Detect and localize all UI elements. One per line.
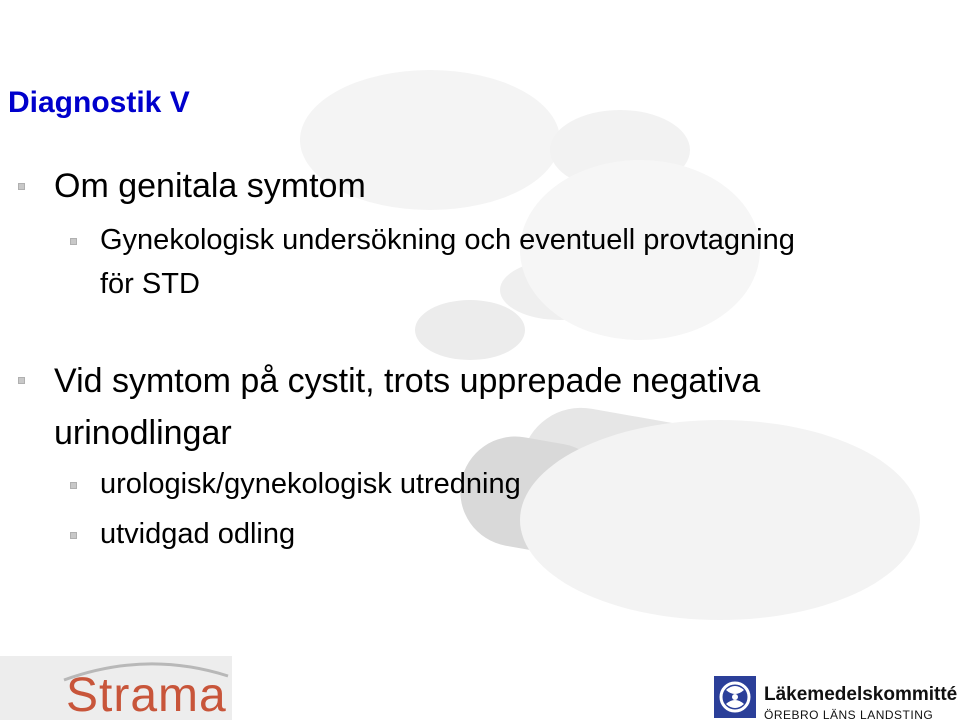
sub-bullet-1-1-line1: Gynekologisk undersökning och eventuell provtagning [100, 224, 795, 256]
sub-bullet-1-1-line2: för STD [100, 268, 200, 300]
bullet-1: Om genitala symtom [54, 167, 366, 205]
strama-logo: Strama [66, 669, 227, 720]
sub-bullet-marker-icon [70, 482, 77, 489]
sub-bullet-marker-icon [70, 238, 77, 245]
slide-title: Diagnostik V [8, 86, 190, 119]
bullet-marker-icon [18, 377, 25, 384]
bullet-marker-icon [18, 183, 25, 190]
sub-bullet-marker-icon [70, 532, 77, 539]
county-council-logo-icon [714, 676, 756, 718]
committee-name: Läkemedelskommitté [764, 684, 958, 705]
bullet-2-line2: urinodlingar [54, 414, 232, 452]
bullet-2-line1: Vid symtom på cystit, trots upprepade negativa [54, 362, 761, 400]
committee-subtitle: ÖREBRO LÄNS LANDSTING [764, 708, 934, 720]
sub-bullet-2-2: utvidgad odling [100, 518, 296, 550]
sub-bullet-2-1: urologisk/gynekologisk utredning [100, 468, 521, 500]
